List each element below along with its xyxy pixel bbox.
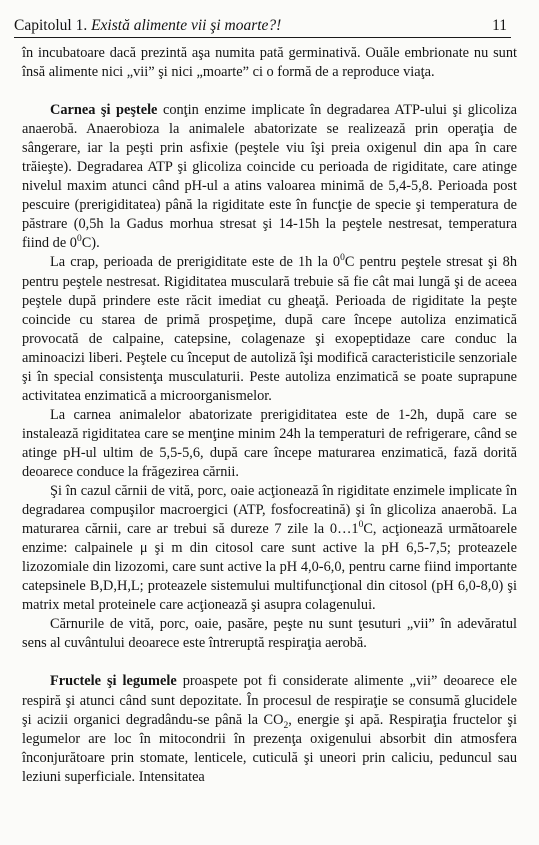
paragraph-eggs: în incubatoare dacă prezintă aşa numita pată germinativă. Ouăle embrionate nu sunt însă alimente nici „vii” şi nici „moarte” ci o formă de a reproduce viaţa.: [22, 45, 517, 81]
paragraph-carp: [22, 253, 517, 405]
paragraph-slaughtered-meat: La carnea animalelor abatorizate prerigiditatea este de 1-2h, după care se instalează rigiditatea care se menţine minim 24h la temperaturi de refrigerare, când se atinge pH-ul ultim de 5,5-5,6, după care începe maturarea enzimatică, fază dorită deoarece conduce la frăgezirea cărnii.: [22, 406, 517, 480]
page-number: 11: [492, 17, 507, 34]
paragraph-meat-fish: [22, 101, 517, 253]
running-header: [14, 8, 511, 38]
paragraph-text: conţin enzime implicate în degradarea ATP-ului şi glicoliza anaerobă. Anaerobioza la animalele abatorizate se realizează prin operaţia de sângerare, iar la peşti prin asfixie (peştele viu îşi preia oxigenul din apa în care trăieşte). Degradarea ATP şi glicoliza coincide cu perioada de rigiditate, care atinge nivelul maxim atunci când pH-ul a atins valoarea minimă de 5,4-5,8. Perioada post pescuire (prerigiditatea) până la rigiditate este în funcţie de specie şi temperatura de păstrare (0,5h la Gadus morhua stresat şi 14-15h la peştele nestresat, temperatura fiind de 0: [22, 102, 517, 252]
degree-superscript: 0: [340, 253, 345, 264]
paragraph-text: , energie şi apă. Respiraţia fructelor şi legumelor are loc în mitocondrii în prezenţa oxigenului absorbit din atmosfera înconjurătoare prin stomate, lenticele, cuticulă şi uneori prin caliciu, peduncul sau leziuni superficiale. Intensitatea: [22, 711, 517, 785]
paragraph-text: C).: [81, 235, 100, 252]
section-heading-meat-fish: Carnea şi peştele: [50, 102, 158, 119]
running-head: [14, 17, 281, 35]
subscript: 2: [283, 720, 289, 731]
paragraph-fruits-vegetables: [22, 672, 517, 786]
body-text: [22, 44, 517, 787]
paragraph-beef-pork: [22, 482, 517, 615]
paragraph-text: C pentru peştele stresat şi 8h pentru peştele nestresat. Rigiditatea musculară trebuie să fie cât mai lungă şi de aceea peştele după prindere este răcit imediat cu gheaţă. Perioada de rigiditate la peşte coincide cu starea de primă prospeţime, după care începe autoliza enzimatică provocată de calpaine, catepsine, colagenaze şi exopeptidaze care conduc la aminoacizi liberi. Peştele cu început de autoliză îşi modifică caracteristicile senzoriale şi în special consistenţa musculaturii. Peste autoliza enzimatică se poate suprapune activitatea enzimatică a microorganismelor.: [22, 254, 517, 404]
chapter-label: Capitolul 1.: [14, 17, 88, 34]
paragraph-text: proaspete pot fi considerate alimente „vii” deoarece ele respiră şi atunci când sunt depozitate. În procesul de respiraţie se consumă glucidele şi acizii organici degradându-se până la CO: [22, 673, 517, 728]
paragraph-text: La crap, perioada de prerigiditate este de 1h la 0: [50, 254, 341, 271]
paragraph-text: C, acţionează următoarele enzime: calpainele μ şi m din citosol care sunt active la pH 6,5-7,5; proteazele lizozomiale din lizozomi, care sunt active la pH 4,0-6,0, pentru carne fiind importante catepsinele B,D,H,L; proteazele sistemului multifuncţional din citosol (pH 6,0-8,0) şi matrix metal proteinele care acţionează şi asupra colagenului.: [22, 521, 517, 614]
degree-superscript: 0: [76, 234, 82, 245]
degree-superscript: 0: [358, 520, 364, 531]
paragraph-text: Şi în cazul cărnii de vită, porc, oaie acţionează în rigiditate enzimele implicate în degradarea compuşilor macroergici (ATP, fosfocreatină) şi în glicoliza anaerobă. La maturarea cărnii, care ar trebui să dureze 7 zile la 0…1: [22, 483, 517, 538]
section-heading-fruits-vegetables: Fructele şi legumele: [50, 673, 177, 690]
chapter-title: Există alimente vii şi moarte?!: [91, 17, 282, 34]
paragraph-meats-not-alive: Cărnurile de vită, porc, oaie, pasăre, peşte nu sunt ţesuturi „vii” în adevăratul sens al cuvântului deoarece este întreruptă respiraţia aerobă.: [22, 616, 517, 652]
